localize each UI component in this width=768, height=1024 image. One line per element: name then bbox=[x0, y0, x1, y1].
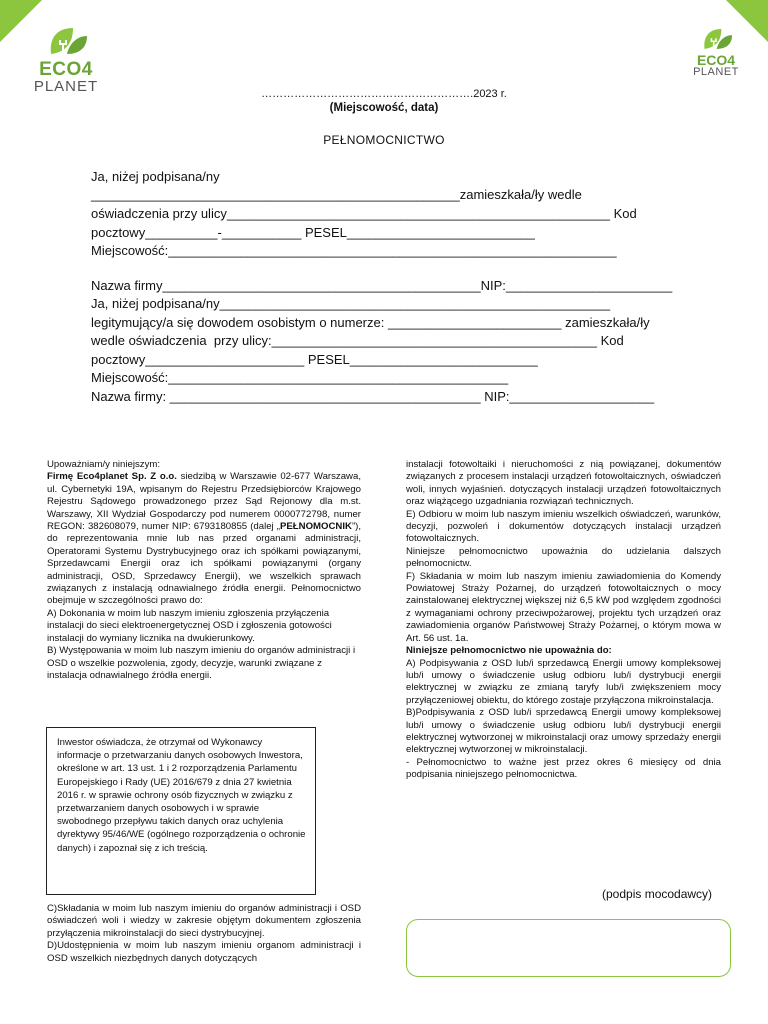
continuation-text: instalacji fotowoltaiki i nieruchomości z nią powiązanej, dokumentów związanych z procesem instalacji urządzeń fotowoltaicznych, oświadczeń woli, innych wyjaśnień. dotyczących instalacji urządzeń fotowoltaicznych oraz wiążącego uzgadniania rozwiązań technicznych. bbox=[406, 459, 721, 508]
validity-text: - Pełnomocnictwo to ważne jest przez okres 6 miesięcy od dnia podpisania niniejszego pełnomocnictwa. bbox=[406, 756, 721, 781]
eco4planet-logo-right bbox=[690, 26, 742, 78]
form-line-5: Miejscowość:______________________________________________________________ bbox=[91, 243, 617, 258]
point-e: E) Odbioru w moim lub naszym imieniu wszelkich oświadczeń, warunków, decyzji, pozwoleń i dokumentów dotyczących instalacji urządzeń fotowoltaicznych. bbox=[406, 508, 721, 545]
form-line-11: Miejscowość:_______________________________________________ bbox=[91, 370, 509, 385]
left-column-upper bbox=[47, 459, 361, 682]
exclusions-heading bbox=[406, 645, 721, 657]
exclusions-heading-text: Niniejsze pełnomocnictwo nie upoważnia do: bbox=[406, 645, 612, 657]
company-text: siedzibą w Warszawie 02-677 Warszawa, ul. Cybernetyki 19A, wpisanym do Rejestru Przedsiębiorców Krajowego Rejestru Sądowego prowadzonego przez Sąd Rejonowy dla m.st. Warszawy, XII Wydział Gospodarczy pod numerem 0000772798, numer REGON: 382608079, numer NIP: 6793180855 (dalej „ bbox=[47, 471, 361, 533]
form-line-8: legitymujący/a się dowodem osobistym o numerze: ________________________ zamieszkała/ły bbox=[91, 315, 650, 330]
document-title: PEŁNOMOCNICTWO bbox=[323, 133, 445, 147]
company-name: Firmę Eco4planet Sp. Z o.o. bbox=[47, 471, 177, 483]
date-line: ………………………………………………….2023 r. bbox=[261, 88, 507, 100]
point-d: D)Udostępnienia w moim lub naszym imieniu organom administracji i OSD wszelkich niezbędnych danych dotyczących bbox=[47, 940, 361, 964]
point-b: B) Występowania w moim lub naszym imieniu do organów administracji i OSD o wszelkie pozwolenia, zgody, decyzje, warunki związane z instalacja odnawialnego źródła energii. bbox=[47, 645, 356, 681]
date-caption: (Miejscowość, data) bbox=[329, 102, 439, 114]
intro-text: Upoważniam/y niniejszym: bbox=[47, 459, 161, 470]
company-alias: PEŁNOMOCNIK bbox=[279, 521, 352, 533]
data-consent-box bbox=[46, 727, 316, 895]
logo-word-planet: PLANET bbox=[693, 66, 739, 78]
right-column bbox=[406, 459, 721, 782]
leaf-plug-icon bbox=[698, 26, 734, 52]
form-line-9: wedle oświadczenia przy ulicy:_____________________________________________ Kod bbox=[91, 333, 624, 348]
exclusion-a: A) Podpisywania z OSD lub/i sprzedawcą Energii umowy kompleksowej lub/i umowy o świadczenie usług odbioru lub/i dystrybucji energii elektrycznej w związku ze zmianą taryfy lub/i zwiększeniem mocy przyłączeniowej obiektu, do którego zostaje przyłączona mikroinstalacja. bbox=[406, 657, 721, 706]
consent-text: Inwestor oświadcza, że otrzymał od Wykonawcy informacje o przetwarzaniu danych osobowych Inwestora, określone w art. 13 ust. 1 i 2 rozporządzenia Parlamentu Europejskiego i Rady (UE) 2016/679 z dnia 27 kwietnia 2016 r. w sprawie ochrony osób fizycznych w związku z przetwarzaniem danych osobowych i w sprawie swobodnego przepływu takich danych oraz uchylenia dyrektywy 95/46/WE (ogólnego rozporządzenia o ochronie danych) i zapoznał się z ich treścią. bbox=[57, 737, 306, 854]
eco4planet-logo-left bbox=[30, 24, 102, 94]
form-line-12: Nazwa firmy: ___________________________________________ NIP:____________________ bbox=[91, 389, 655, 404]
form-line-7: Ja, niżej podpisana/ny______________________________________________________ bbox=[91, 296, 611, 311]
logo-word-eco4: ECO4 bbox=[39, 59, 93, 80]
company-text-2: ”), do reprezentowania mnie lub nas przed organami administracji, Operatorami Systemu Dystrybucyjnego oraz ich spółkami powiązanymi, Sprzedawcami Energii oraz ich spółkami powiązanymi (organy administracji, OSD, Sprzedawcy Energii), we wszelkich sprawach związanych z instalacją odnawialnego źródła energii. Pełnomocnictwo obejmuje w szczególności prawo do: bbox=[47, 521, 361, 607]
exclusion-b: B)Podpisywania z OSD lub/i sprzedawcą Energii umowy kompleksowej lub/i umowy o świadczenie usług odbioru lub/i dystrybucji energii elektrycznej wytworzonej w mikroinstalacji oraz umowy sprzedaży energii elektrycznej wytworzonej w mikroinstalacji. bbox=[406, 707, 721, 756]
substitution-text: Niniejsze pełnomocnictwo upoważnia do udzielania dalszych pełnomocnictw. bbox=[406, 545, 721, 570]
left-column-lower bbox=[47, 903, 361, 965]
point-f: F) Składania w moim lub naszym imieniu zawiadomienia do Komendy Powiatowej Straży Pożarnej, do urządzeń fotowoltaicznych o mocy zainstalowanej elektrycznej większej niż 6,5 kW pod względem zgodności z wymaganiami ochrony przeciwpożarowej, projektu tych urządzeń oraz zawiadomienia organów Państwowej Straży Pożarnej, o którym mowa w Art. 56 ust. 1a. bbox=[406, 570, 721, 644]
logo-word-eco4: ECO4 bbox=[696, 52, 736, 68]
form-line-1: Ja, niżej podpisana/ny bbox=[91, 169, 220, 184]
leaf-plug-icon bbox=[43, 24, 89, 58]
logo-word-planet: PLANET bbox=[33, 78, 99, 95]
signature-box[interactable] bbox=[406, 919, 731, 977]
point-a: A) Dokonania w moim lub naszym imieniu zgłoszenia przyłączenia instalacji do sieci elektroenergetycznej OSD i zgłoszenia gotowości instalacji do wymiany licznika na dwukierunkowy. bbox=[47, 607, 332, 644]
company-paragraph bbox=[47, 471, 361, 607]
form-line-3: oświadczenia przy ulicy_____________________________________________________ Kod bbox=[91, 206, 637, 221]
form-line-6: Nazwa firmy____________________________________________NIP:_______________________ bbox=[91, 278, 673, 293]
signature-label: (podpis mocodawcy) bbox=[602, 887, 713, 901]
form-line-2: ___________________________________________________zamieszkała/ły wedle bbox=[91, 187, 582, 202]
form-line-4: pocztowy__________-___________ PESEL__________________________ bbox=[91, 225, 535, 240]
form-line-10: pocztowy______________________ PESEL__________________________ bbox=[91, 352, 538, 367]
point-c: C)Składania w moim lub naszym imieniu do organów administracji i OSD oświadczeń woli i wiedzy w zakresie objętym dokumentem zgłoszenia przyłączenia mikroinstalacji do sieci dystrybucyjnej. bbox=[47, 903, 361, 939]
